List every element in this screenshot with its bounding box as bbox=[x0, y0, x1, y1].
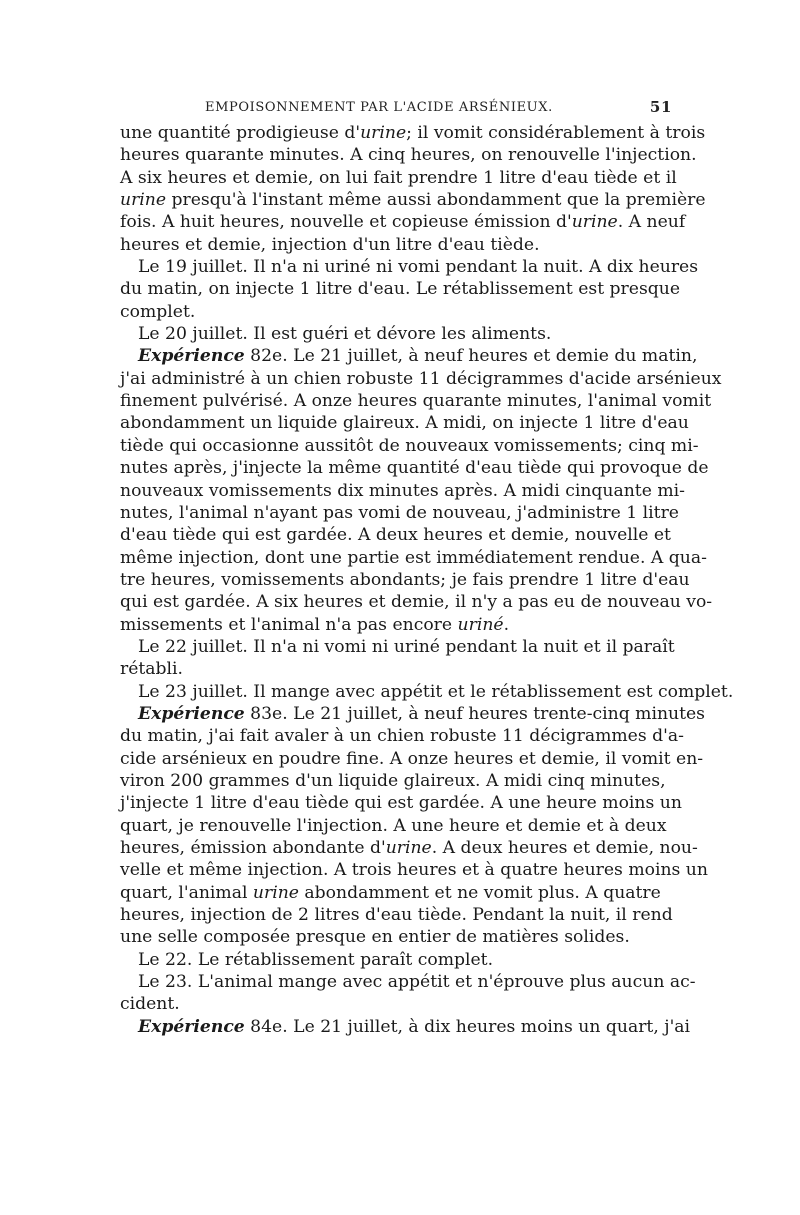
text-segment: d'eau tiède qui est gardée. A deux heures et demie, nouvelle et bbox=[120, 525, 671, 546]
text-line bbox=[120, 949, 680, 971]
text-line bbox=[120, 636, 680, 658]
text-line bbox=[120, 993, 680, 1015]
text-line bbox=[120, 457, 709, 479]
text-segment: abondamment un liquide glaireux. A midi, on injecte 1 litre d'eau bbox=[120, 413, 689, 434]
text-segment: Le 19 juillet. Il n'a ni uriné ni vomi pendant la nuit. A dix heures bbox=[138, 257, 699, 278]
text-line bbox=[120, 725, 684, 747]
text-segment: Le 22. Le rétablissement paraît complet. bbox=[138, 949, 494, 970]
text-segment: 84e. Le 21 juillet, à dix heures moins un quart, j'ai bbox=[244, 1016, 691, 1037]
text-line bbox=[120, 144, 697, 166]
italic-word: uriné bbox=[457, 614, 504, 635]
text-line bbox=[120, 859, 708, 881]
page-number: 51 bbox=[649, 98, 672, 116]
text-line bbox=[120, 368, 722, 390]
text-segment: même injection, dont une partie est immédiatement rendue. A qua- bbox=[120, 547, 707, 568]
text-line bbox=[120, 1016, 691, 1038]
text-line bbox=[120, 189, 706, 211]
text-line bbox=[120, 882, 680, 904]
text-segment: . A neuf bbox=[617, 212, 686, 233]
text-segment: heures, injection de 2 litres d'eau tiède. Pendant la nuit, il rend bbox=[120, 905, 673, 926]
text-segment: cide arsénieux en poudre fine. A onze heures et demie, il vomit en- bbox=[120, 748, 704, 769]
text-line bbox=[120, 547, 707, 569]
text-segment: du matin, on injecte 1 litre d'eau. Le rétablissement est presque bbox=[120, 279, 681, 300]
text-segment: qui est gardée. A six heures et demie, il n'y a pas eu de nouveau vo- bbox=[120, 592, 713, 613]
text-line bbox=[120, 971, 696, 993]
running-head bbox=[120, 96, 680, 122]
text-line bbox=[120, 278, 680, 300]
text-segment: fois. A huit heures, nouvelle et copieuse émission d' bbox=[120, 212, 572, 233]
text-line bbox=[120, 323, 680, 345]
text-line bbox=[120, 591, 713, 613]
text-segment: finement pulvérisé. A onze heures quarante minutes, l'animal vomit bbox=[120, 391, 712, 412]
text-line bbox=[120, 256, 699, 278]
text-segment: j'injecte 1 litre d'eau tiède qui est gardée. A une heure moins un bbox=[120, 793, 682, 814]
text-line bbox=[120, 301, 680, 323]
italic-word: urine bbox=[120, 190, 167, 211]
italic-word: urine bbox=[385, 838, 432, 858]
text-segment: ; il vomit considérablement à trois bbox=[406, 123, 706, 143]
text-segment: une selle composée presque en entier de matières solides. bbox=[120, 927, 630, 948]
text-segment: une quantité prodigieuse d' bbox=[120, 123, 361, 143]
italic-word: urine bbox=[571, 212, 618, 233]
text-segment: Le 23. L'animal mange avec appétit et n'éprouve plus aucun ac- bbox=[138, 972, 696, 993]
text-line bbox=[120, 837, 698, 859]
text-line bbox=[120, 122, 706, 144]
text-segment: abondamment et ne vomit plus. A quatre bbox=[298, 882, 661, 903]
text-segment: . A deux heures et demie, nou- bbox=[431, 838, 698, 858]
text-line bbox=[120, 345, 698, 367]
running-title: EMPOISONNEMENT PAR L'ACIDE ARSÉNIEUX. bbox=[205, 100, 553, 115]
text-segment: missements et l'animal n'a pas encore bbox=[120, 614, 458, 635]
text-line bbox=[120, 435, 699, 457]
book-page bbox=[120, 96, 734, 1038]
text-line bbox=[120, 792, 680, 814]
text-line bbox=[120, 412, 689, 434]
text-segment: viron 200 grammes d'un liquide glaireux. A midi cinq minutes, bbox=[120, 770, 666, 791]
experience-label: Expérience bbox=[138, 703, 245, 724]
italic-word: urine bbox=[252, 882, 299, 903]
text-line bbox=[120, 703, 705, 725]
text-segment: nutes, l'animal n'ayant pas vomi de nouveau, j'administre 1 litre bbox=[120, 502, 679, 523]
text-segment: Le 20 juillet. Il est guéri et dévore les aliments. bbox=[138, 324, 552, 345]
text-line bbox=[120, 904, 680, 926]
text-segment: Le 22 juillet. Il n'a ni vomi ni uriné pendant la nuit et il paraît bbox=[138, 636, 675, 657]
text-segment: velle et même injection. A trois heures et à quatre heures moins un bbox=[120, 860, 708, 881]
text-segment: 82e. Le 21 juillet, à neuf heures et demie du matin, bbox=[244, 346, 698, 367]
text-segment: quart, je renouvelle l'injection. A une heure et demie et à deux bbox=[120, 815, 667, 836]
text-segment: presqu'à l'instant même aussi abondamment que la première bbox=[166, 190, 706, 211]
text-segment: rétabli. bbox=[120, 659, 184, 680]
experience-label: Expérience bbox=[138, 346, 245, 367]
text-segment: 83e. Le 21 juillet, à neuf heures trente-cinq minutes bbox=[244, 703, 705, 724]
text-line bbox=[120, 234, 680, 256]
experience-label: Expérience bbox=[138, 1016, 245, 1037]
italic-word: urine bbox=[360, 123, 407, 143]
text-segment: heures quarante minutes. A cinq heures, on renouvelle l'injection. bbox=[120, 145, 697, 166]
text-line bbox=[120, 815, 680, 837]
text-line bbox=[120, 502, 680, 524]
text-line bbox=[120, 681, 734, 703]
text-line bbox=[120, 524, 680, 546]
text-line bbox=[120, 211, 686, 233]
text-line bbox=[120, 658, 680, 680]
text-segment: du matin, j'ai fait avaler à un chien robuste 11 décigrammes d'a- bbox=[120, 726, 684, 747]
text-segment: Le 23 juillet. Il mange avec appétit et le rétablissement est complet. bbox=[138, 681, 734, 702]
body-text bbox=[120, 122, 734, 1038]
text-line bbox=[120, 569, 690, 591]
text-segment: tiède qui occasionne aussitôt de nouveaux vomissements; cinq mi- bbox=[120, 435, 699, 456]
text-segment: heures, émission abondante d' bbox=[120, 838, 386, 858]
text-line bbox=[120, 480, 685, 502]
text-line bbox=[120, 167, 680, 189]
text-segment: quart, l'animal bbox=[120, 882, 253, 903]
text-segment: tre heures, vomissements abondants; je fais prendre 1 litre d'eau bbox=[120, 569, 690, 590]
text-segment: nouveaux vomissements dix minutes après. A midi cinquante mi- bbox=[120, 480, 685, 501]
text-line bbox=[120, 390, 712, 412]
text-segment: heures et demie, injection d'un litre d'eau tiède. bbox=[120, 234, 540, 255]
text-line bbox=[120, 770, 680, 792]
text-segment: j'ai administré à un chien robuste 11 décigrammes d'acide arsénieux bbox=[120, 368, 722, 389]
text-segment: complet. bbox=[120, 301, 196, 322]
text-segment: nutes après, j'injecte la même quantité d'eau tiède qui provoque de bbox=[120, 458, 709, 479]
text-line bbox=[120, 926, 680, 948]
text-segment: A six heures et demie, on lui fait prendre 1 litre d'eau tiède et il bbox=[120, 167, 677, 188]
text-line bbox=[120, 748, 704, 770]
text-line bbox=[120, 614, 680, 636]
text-segment: cident. bbox=[120, 994, 180, 1015]
text-segment: . bbox=[503, 614, 510, 635]
